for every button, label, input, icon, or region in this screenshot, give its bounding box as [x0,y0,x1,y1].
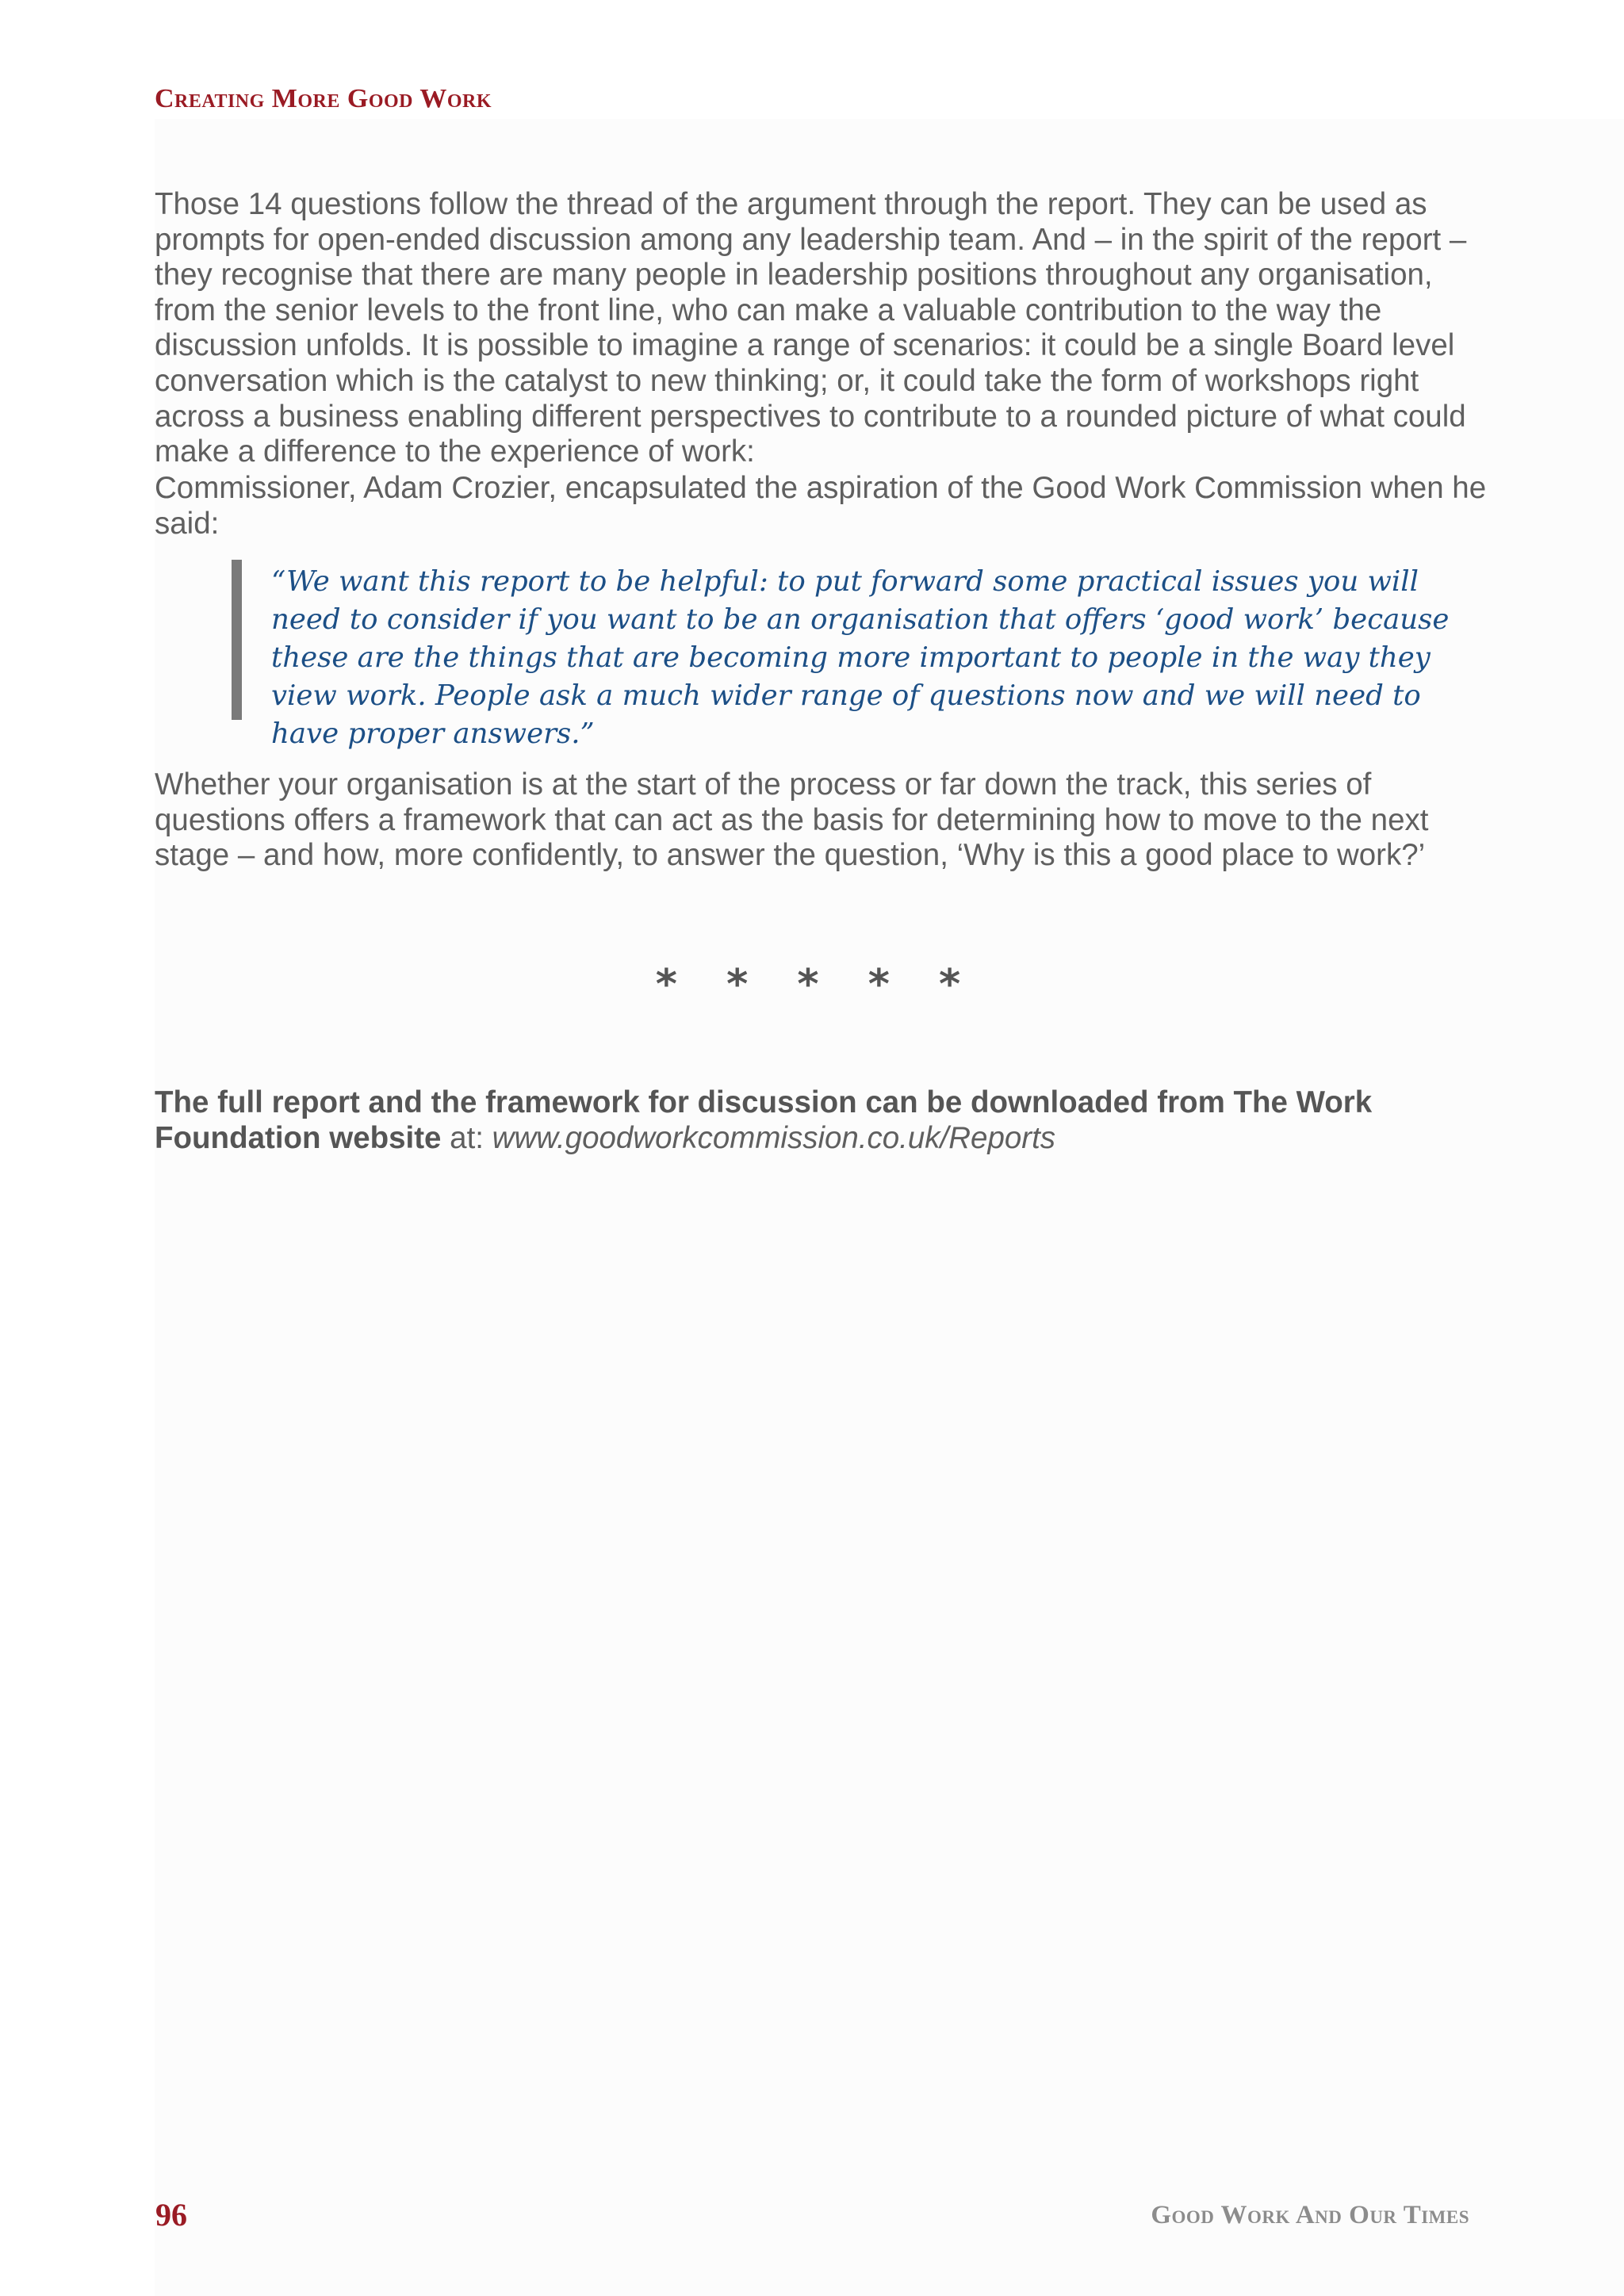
body-paragraph: Whether your organisation is at the start of the process or far down the track, this series of questions offers a framework that can act as the basis for determining how to move to the next stage – and how, more confidently, to answer the question, ‘Why is this a good place to work?’ [155,767,1429,873]
body-paragraph: Commissioner, Adam Crozier, encapsulated the aspiration of the Good Work Commission when he said: [155,471,1487,541]
page-number: 96 [155,2197,187,2233]
running-footer: Good Work And Our Times [1151,2201,1469,2229]
running-header: Creating More Good Work [155,84,492,113]
body-paragraph: Those 14 questions follow the thread of the argument through the report. They can be used as prompts for open-ended discussion among any leadership team. And – in the spirit of the report – they recognise that there are many people in leadership positions throughout any organisation, from the senior levels to the front line, who can make a valuable contribution to the way the discussion unfolds. It is possible to imagine a range of scenarios: it could be a single Board level conversation which is the catalyst to new thinking; or, it could take the form of workshops right across a business enabling different perspectives to contribute to a rounded picture of what could make a difference to the experience of work: [155,187,1467,469]
download-note-connector: at: [441,1121,492,1155]
download-note [155,1085,1471,1156]
section-separator: * * * * * [655,961,979,1008]
quote-bar [232,560,242,720]
download-note-bold: The full report and the framework for discussion can be downloaded from The Work Foundation website [155,1085,1373,1155]
pull-quote: “We want this report to be helpful: to put forward some practical issues you will need to consider if you want to be an organisation that offers ‘good work’ because these are the things that are becoming more important to people in the way they view work. People ask a much wider range of questions now and we will need to have proper answers.” [271,565,1450,750]
report-url-link[interactable]: www.goodworkcommission.co.uk/Reports [492,1121,1056,1155]
